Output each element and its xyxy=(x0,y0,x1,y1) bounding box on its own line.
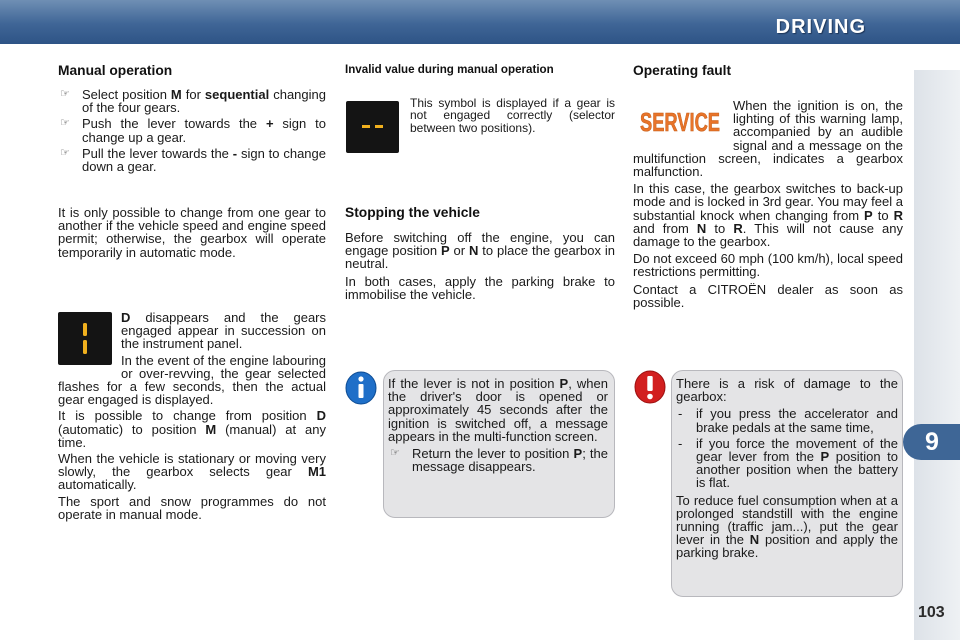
list-item: ☞ Push the lever towards the + sign to change up a gear. xyxy=(60,116,327,145)
list-item: ☞ Pull the lever towards the - sign to change down a gear. xyxy=(60,145,326,175)
manual-operation-bullets xyxy=(58,88,326,176)
list-item: - if you press the accelerator and brake pedals at the same time, xyxy=(678,406,898,435)
chapter-tab[interactable] xyxy=(903,424,960,460)
info-icon xyxy=(344,370,378,411)
operating-fault-heading: Operating fault xyxy=(633,63,732,78)
stopping-text: Before switching off the engine, you can engage position P or N to place the gearbox in neutral. In both cases, apply the parking brake to immobilise the vehicle. xyxy=(345,230,615,302)
gear-display-text: D disappears and the gears engaged appear in succession on the instrument panel. In the event of the engine labouring or over-revving, the gear selected flashes for a few seconds, then the actual gear engaged is displayed. It is possible to change from position D (automatic) to position M (manual) at any time. When the vehicle is stationary or moving very slowly, the gearbox selects gear M1 automatically. The sport and snow programmes do not operate in manual mode. xyxy=(58,310,326,522)
page-number: 103 xyxy=(918,604,945,621)
invalid-value-text: This symbol is displayed if a gear is not engaged correctly (selector between two positions). xyxy=(410,96,615,135)
hand-pointer-icon: ☞ xyxy=(60,88,70,100)
list-item: ☞ Select position M for sequential changing of the four gears. xyxy=(60,87,326,116)
invalid-value-heading: Invalid value during manual operation xyxy=(345,63,554,76)
side-band xyxy=(914,70,960,640)
info-note-text: If the lever is not in position P, when the driver's door is opened or approximately 45 seconds after the ignition is switched off, a message appears in the multi-function screen. ☞ Return the lever to position P; the message disappears. xyxy=(388,376,609,475)
hand-pointer-icon: ☞ xyxy=(60,117,70,130)
exclamation-icon xyxy=(633,369,667,410)
gear-change-paragraph: It is only possible to change from one gear to another if the vehicle speed and engine speed permit; otherwise, the gearbox will operate temporarily in automatic mode. xyxy=(58,205,326,260)
page-title: DRIVING xyxy=(775,16,866,38)
stopping-heading: Stopping the vehicle xyxy=(345,205,480,220)
warning-note-text: There is a risk of damage to the gearbox: - if you press the accelerator and brake pedals at the same time, - if you force the movement of the gear lever from the P position to another position when the battery is flat. To reduce fuel consumption when at a prolonged standstill with the engine running (traffic jam...), put the gear lever in the N position and apply the parking brake. xyxy=(676,376,899,561)
header-bar xyxy=(0,0,960,44)
manual-operation-heading: Manual operation xyxy=(58,63,173,78)
invalid-gear-icon xyxy=(346,101,399,153)
list-item: - if you force the movement of the gear lever from the P position to another position when the battery is flat. xyxy=(678,435,899,491)
service-label: SERVICE xyxy=(640,107,720,137)
hand-pointer-icon: ☞ xyxy=(60,146,70,159)
operating-fault-text: When the ignition is on, the lighting of this warning lamp, accompanied by an audible signal and a message on the multifunction screen, indicates a gearbox malfunction. In this case, the gearbox switches to back-up mode and is locked in 3rd gear. You may feel a substantial knock when changing from P to R and from N to R. This will not cause any damage to the gearbox. Do not exceed 60 mph (100 km/h), local speed restrictions permitting. Contact a CITROËN dealer as soon as possible. xyxy=(633,98,903,310)
list-item: ☞ Return the lever to position P; the message disappears. xyxy=(390,446,609,475)
chapter-number: 9 xyxy=(925,428,939,456)
hand-pointer-icon: ☞ xyxy=(390,447,400,460)
